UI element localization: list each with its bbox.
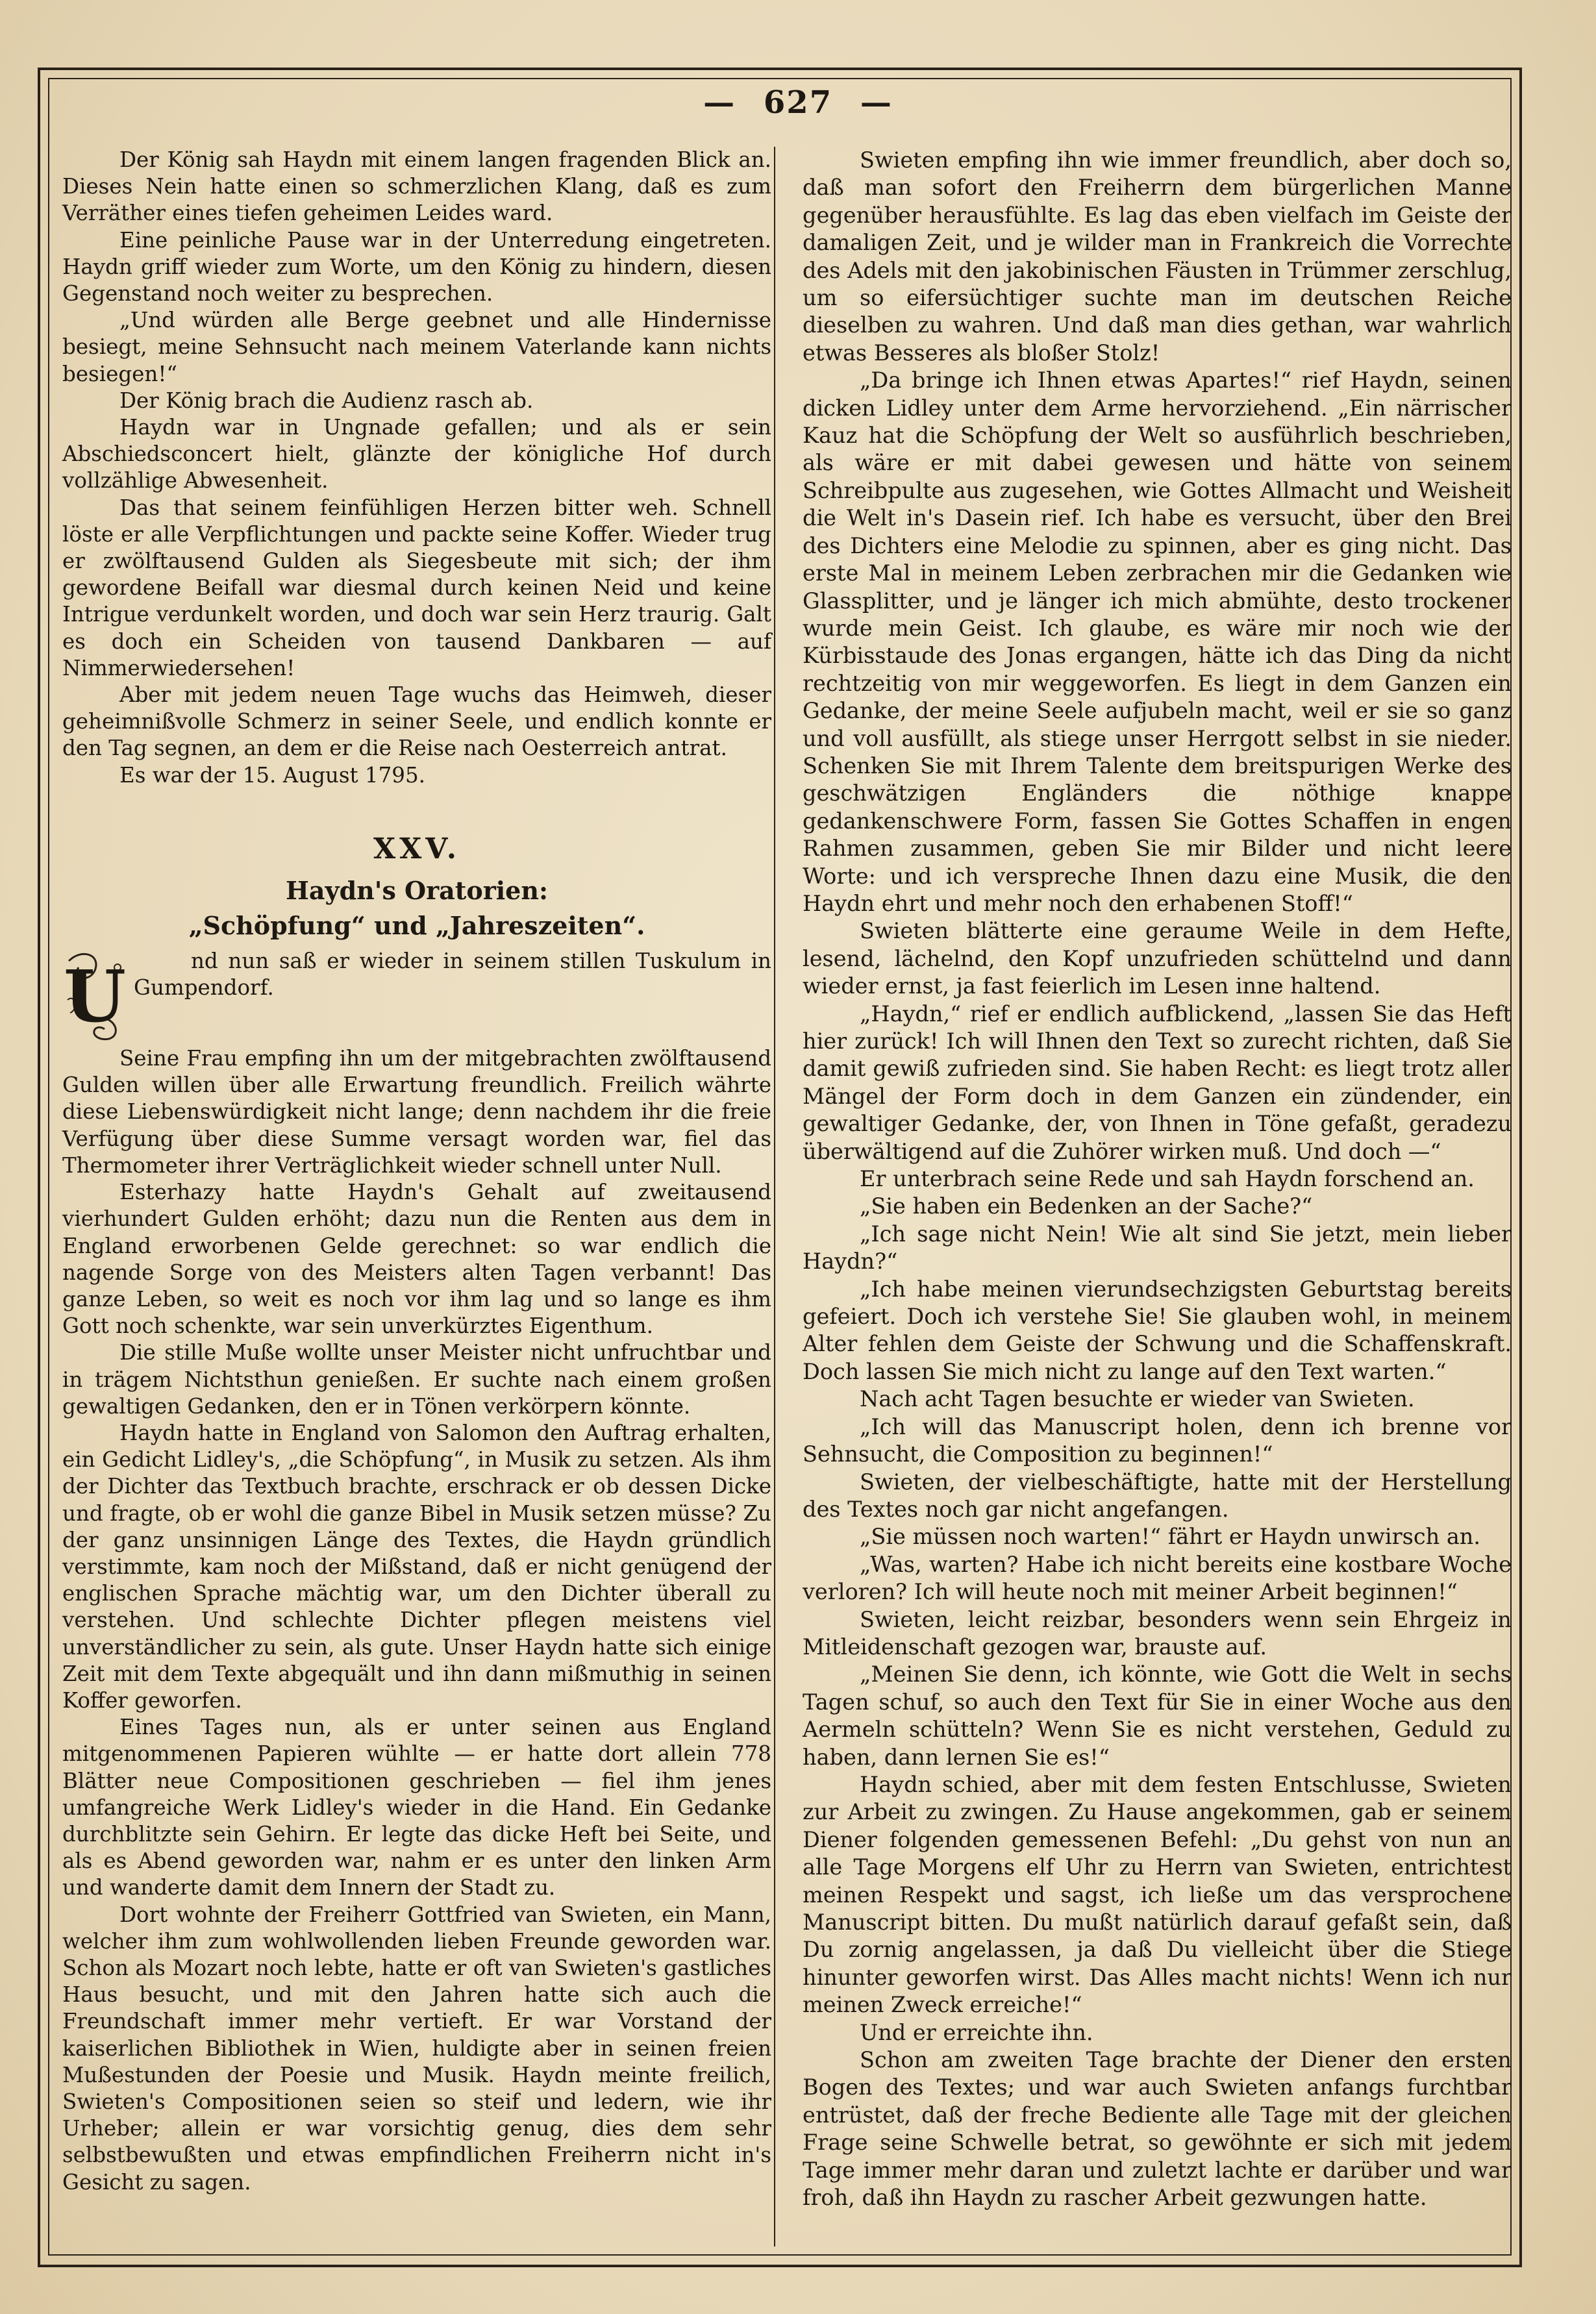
paragraph: „Was, warten? Habe ich nicht bereits eine kostbare Woche verloren? Ich will heute noch mit meiner Arbeit beginnen!“ bbox=[803, 1551, 1512, 1605]
paragraph: „Sie haben ein Bedenken an der Sache?“ bbox=[860, 1193, 1313, 1219]
paragraph: Der König sah Haydn mit einem langen fragenden Blick an. Dieses Nein hatte einen so schmerzlichen Klang, daß es zum Verräther eines tiefen geheimen Leides ward. bbox=[62, 147, 771, 226]
paragraph: Die stille Muße wollte unser Meister nicht unfruchtbar und in trägem Nichtsthun genießen. Er suchte nach einem großen gewaltigen Gedanken, den er in Tönen verkörpern könnte. bbox=[62, 1340, 771, 1419]
paragraph: Swieten, der vielbeschäftigte, hatte mit der Herstellung des Textes noch gar nicht angefangen. bbox=[803, 1469, 1512, 1522]
paragraph: „Und würden alle Berge geebnet und alle Hindernisse besiegt, meine Sehnsucht nach meinem Vaterlande kann nichts besiegen!“ bbox=[62, 308, 771, 386]
paragraph: „Meinen Sie denn, ich könnte, wie Gott die Welt in sechs Tagen schuf, so auch den Text für Sie in einer Woche aus den Aermeln schütteln? Wenn Sie es nicht verstehen, Geduld zu haben, dann lernen Sie es!“ bbox=[803, 1661, 1512, 1770]
folio-dash-right: — bbox=[860, 84, 893, 121]
paragraph: Eine peinliche Pause war in der Unterredung eingetreten. Haydn griff wieder zum Worte, um den König zu hindern, diesen Gegenstand noch weiter zu besprechen. bbox=[62, 227, 771, 306]
paragraph: Nach acht Tagen besuchte er wieder van Swieten. bbox=[860, 1386, 1415, 1412]
chapter-opening bbox=[62, 948, 771, 1179]
paragraph: „Ich will das Manuscript holen, denn ich brenne vor Sehnsucht, die Composition zu beginnen!“ bbox=[803, 1413, 1512, 1467]
chapter-title: Haydn's Oratorien: bbox=[286, 876, 548, 906]
page-number-header bbox=[0, 84, 1596, 121]
decorated-initial bbox=[62, 948, 127, 1045]
paragraph: Aber mit jedem neuen Tage wuchs das Heimweh, dieser geheimnißvolle Schmerz in seiner Seele, und endlich konnte er den Tag segnen, an dem er die Reise nach Oesterreich antrat. bbox=[62, 682, 771, 761]
paragraph: Haydn war in Ungnade gefallen; und als er sein Abschiedsconcert hielt, glänzte der königliche Hof durch vollzählige Abwesenheit. bbox=[62, 415, 771, 493]
paragraph: Seine Frau empfing ihn um der mitgebrachten zwölftausend Gulden willen über alle Erwartung freundlich. Freilich währte diese Liebenswürdigkeit nicht lange; denn nachdem ihr die freie Verfügung über diese Summe versagt worden war, fiel das Thermometer ihrer Verträglichkeit wieder schnell unter Null. bbox=[62, 1046, 771, 1178]
chapter-subtitle: „Schöpfung“ und „Jahreszeiten“. bbox=[188, 911, 645, 941]
paragraph: Esterhazy hatte Haydn's Gehalt auf zweitausend vierhundert Gulden erhöht; dazu nun die Renten aus dem in England erworbenen Gelde gerechnet: so war endlich die nagende Sorge von des Meisters alten Tagen verbannt! Das ganze Leben, so weit es noch vor ihm lag und so lange es ihm Gott noch schenkte, war sein unverkürztes Eigenthum. bbox=[62, 1180, 771, 1339]
paragraph: Dort wohnte der Freiherr Gottfried van Swieten, ein Mann, welcher ihm zum wohlwollenden lieben Freunde geworden war. Schon als Mozart noch lebte, hatte er oft van Swieten's gastliches Haus besucht, und mit den Jahren hatte sich auch die Freundschaft immer mehr vertieft. Er war Vorstand der kaiserlichen Bibliothek in Wien, huldigte aber in seinen freien Mußestunden der Poesie und Musik. Haydn meinte freilich, Swieten's Compositionen seien so steif und ledern, wie ihr Urheber; allein er war vorsichtig genug, dies dem sehr selbstbewußten und etwas empfindlichen Freiherrn nicht in's Gesicht zu sagen. bbox=[62, 1902, 771, 2195]
paragraph: „Ich habe meinen vierundsechzigsten Geburtstag bereits gefeiert. Doch ich verstehe Sie! Sie glauben wohl, in meinem Alter fehlen dem Geiste der Schwung und die Schaffenskraft. Doch lassen Sie mich nicht zu lange auf den Text warten.“ bbox=[803, 1276, 1512, 1384]
paragraph: Haydn schied, aber mit dem festen Entschlusse, Swieten zur Arbeit zu zwingen. Zu Hause angekommen, gab er seinem Diener folgenden gemessenen Befehl: „Du gehst von nun an alle Tage Morgens elf Uhr zu Herrn van Swieten, entrichtest meinen Respekt und sagst, ich ließe um das versprochene Manuscript bitten. Du mußt natürlich darauf gefaßt sein, daß Du zornig angelassen, ja daß Du vielleicht über die Stiege hinunter geworfen wirst. Das Alles macht nichts! Wenn ich nur meinen Zweck erreiche!“ bbox=[803, 1771, 1512, 2018]
paragraph: Schon am zweiten Tage brachte der Diener den ersten Bogen des Textes; und war auch Swieten anfangs furchtbar entrüstet, daß der freche Bediente alle Tage mit der gleichen Frage seine Schwelle betrat, so gewöhnte er sich mit jedem Tage immer mehr daran und zuletzt lachte er darüber und war froh, daß ihn Haydn zu rascher Arbeit gezwungen hatte. bbox=[803, 2047, 1512, 2211]
paragraph: Es war der 15. August 1795. bbox=[119, 762, 425, 788]
paragraph: Swieten blätterte eine geraume Weile in dem Hefte, lesend, lächelnd, den Kopf unzufrieden schüttelnd und dann wieder ernst, ja fast feierlich im Lesen inne haltend. bbox=[803, 918, 1512, 999]
paragraph: „Ich sage nicht Nein! Wie alt sind Sie jetzt, mein lieber Haydn?“ bbox=[803, 1221, 1512, 1275]
paragraph: Er unterbrach seine Rede und sah Haydn forschend an. bbox=[860, 1166, 1475, 1192]
paragraph: Und er erreichte ihn. bbox=[860, 2019, 1093, 2045]
initial-letter: U bbox=[64, 954, 126, 1039]
paragraph: Swieten, leicht reizbar, besonders wenn sein Ehrgeiz in Mitleidenschaft gezogen war, brauste auf. bbox=[803, 1606, 1512, 1660]
left-column bbox=[62, 147, 771, 2196]
paragraph: nd nun saß er wieder in seinem stillen Tuskulum in Gumpendorf. bbox=[134, 949, 771, 1001]
chapter-number: XXV. bbox=[373, 832, 461, 865]
column-divider bbox=[774, 147, 775, 2246]
paragraph: Swieten empfing ihn wie immer freundlich, aber doch so, daß man sofort den Freiherrn dem bürgerlichen Manne gegenüber herausfühlte. Es lag das eben vielfach im Geiste der damaligen Zeit, und je wilder man in Frankreich die Vorrechte des Adels mit den jakobinischen Fäusten in Trümmer zerschlug, um so eifersüchtiger suchte man im deutschen Reiche dieselben zu wahren. Und daß man dies gethan, war wahrlich etwas Besseres als bloßer Stolz! bbox=[803, 147, 1512, 366]
paragraph: „Haydn,“ rief er endlich aufblickend, „lassen Sie das Heft hier zurück! Ich will Ihnen den Text so zurecht richten, daß Sie damit gewiß zufrieden sind. Sie haben Recht: es liegt trotz aller Mängel der Form doch in dem Ganzen ein zündender, ein gewaltiger Gedanke, der, von Ihnen in Töne gefaßt, geradezu überwältigend auf die Zuhörer wirken muß. Und doch —“ bbox=[803, 1001, 1512, 1164]
paragraph: Der König brach die Audienz rasch ab. bbox=[119, 388, 534, 413]
paragraph: Eines Tages nun, als er unter seinen aus England mitgenommenen Papieren wühlte — er hatte dort allein 778 Blätter neue Compositionen geschrieben — fiel ihm jenes umfangreiche Werk Lidley's wieder in die Hand. Ein Gedanke durchblitzte sein Gehirn. Er legte das dicke Heft bei Seite, und als es Abend geworden war, nahm er es unter den linken Arm und wanderte damit dem Innern der Stadt zu. bbox=[62, 1715, 771, 1900]
paragraph: „Sie müssen noch warten!“ fährt er Haydn unwirsch an. bbox=[860, 1524, 1481, 1550]
paragraph: Haydn hatte in England von Salomon den Auftrag erhalten, ein Gedicht Lidley's, „die Schöpfung“, in Musik zu setzen. Als ihm der Dichter das Textbuch brachte, erschrack er ob dessen Dicke und fragte, ob er wohl die ganze Bibel in Musik setzen müsse? Zu der ganz unsinnigen Länge des Textes, die Haydn gründlich verstimmte, kam noch der Mißstand, daß er nicht genügend der englischen Sprache mächtig war, um den Dichter überall zu verstehen. Und schlechte Dichter pflegen meistens viel unverständlicher zu sein, als gute. Unser Haydn hatte sich einige Zeit mit dem Texte abgequält und ihn dann mißmuthig in seinen Koffer geworfen. bbox=[62, 1420, 771, 1713]
paragraph: „Da bringe ich Ihnen etwas Apartes!“ rief Haydn, seinen dicken Lidley unter dem Arme hervorziehend. „Ein närrischer Kauz hat die Schöpfung der Welt so ausführlich beschrieben, als wäre er mit dabei gewesen und hätte von seinem Schreibpulte aus zugesehen, wie Gottes Allmacht und Weisheit die Welt in's Dasein rief. Ich habe es versucht, über den Brei des Dichters eine Melodie zu spinnen, aber es ging nicht. Das erste Mal in meinem Leben zerbrachen mir die Gedanken wie Glassplitter, und je länger ich mich abmühte, desto trockener wurde mein Geist. Ich glaube, es wäre mir noch wie der Kürbisstaude des Jonas ergangen, hätte ich das Ding da nicht rechtzeitig von mir weggeworfen. Es liegt in dem Ganzen ein Gedanke, der meine Seele aufjubeln macht, weil er sie so ganz und voll ausfüllt, als stiege unser Herrgott selbst in sie nieder. Schenken Sie mit Ihrem Talente dem breitspurigen Werke des geschwätzigen Engländers die nöthige knappe gedankenschwere Form, fassen Sie Gottes Schaffen in engen Rahmen zusammen, geben Sie mir Bilder und nicht leere Worte: und ich verspreche Ihnen dazu eine Musik, die den Haydn ehrt und mehr noch den erhabenen Stoff!“ bbox=[803, 367, 1512, 916]
right-column bbox=[803, 147, 1512, 2211]
paragraph: Das that seinem feinfühligen Herzen bitter weh. Schnell löste er alle Verpflichtungen und packte seine Koffer. Wieder trug er zwölftausend Gulden als Siegesbeute mit sich; der ihm gewordene Beifall war diesmal durch keinen Neid und keine Intrigue verdunkelt worden, und doch war sein Herz traurig. Galt es doch ein Scheiden von tausend Dankbaren — auf Nimmerwiedersehen! bbox=[62, 495, 771, 680]
page-number: 627 bbox=[763, 84, 833, 121]
folio-dash-left: — bbox=[703, 84, 736, 121]
